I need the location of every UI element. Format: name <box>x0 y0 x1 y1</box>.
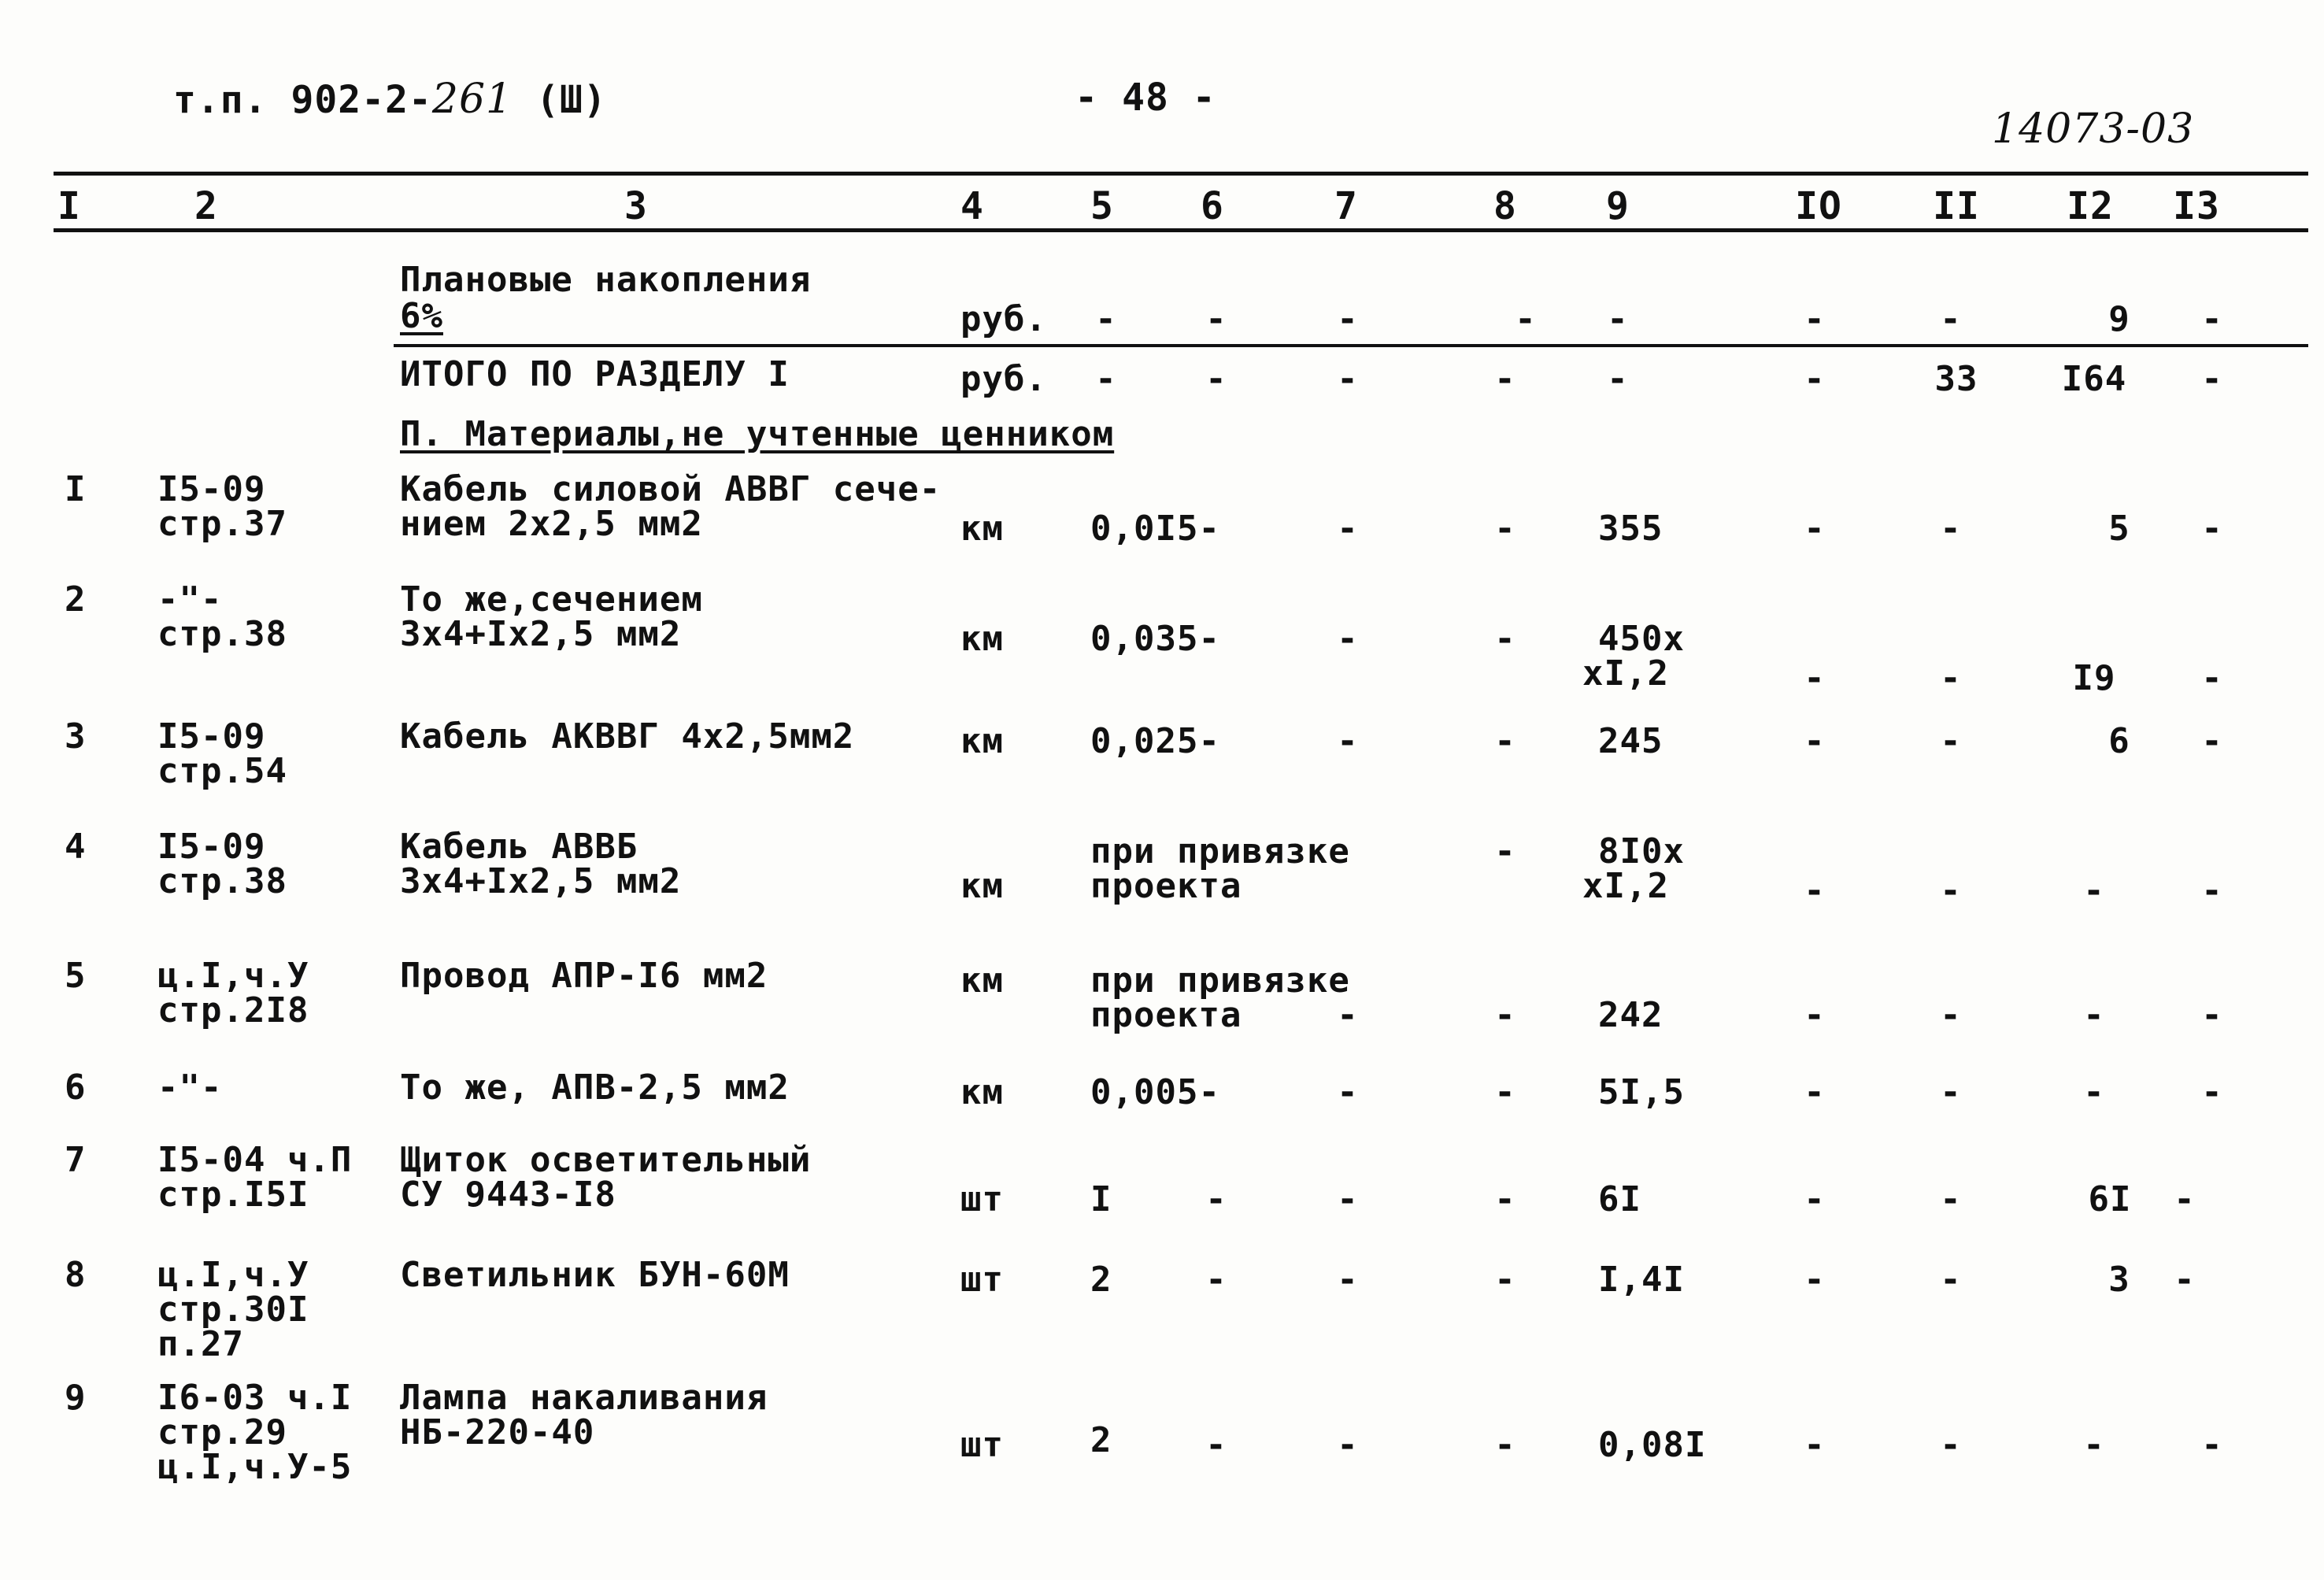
row-name: Провод АПР-I6 мм2 <box>400 956 768 996</box>
row-name: 3х4+Iх2,5 мм2 <box>400 861 682 901</box>
page-number: - 48 - <box>1075 76 1216 120</box>
planned-col11: - <box>1940 299 1962 339</box>
header-rule <box>54 228 2308 232</box>
row-col10: - <box>1804 721 1826 761</box>
row-unit: км <box>960 1072 1004 1112</box>
row-col8: - <box>1494 1260 1516 1300</box>
subtotal-rule <box>394 344 2308 347</box>
row-quantity: I <box>1090 1179 1112 1219</box>
row-name: 3х4+Iх2,5 мм2 <box>400 614 682 654</box>
row-price: 0,08I <box>1598 1425 1707 1465</box>
row-number: 4 <box>65 827 87 867</box>
row-col11: - <box>1940 658 1962 698</box>
row-unit: км <box>960 960 1004 1001</box>
row-col8: - <box>1494 721 1516 761</box>
row-number: 8 <box>65 1255 87 1295</box>
row-col12: 6I <box>2088 1179 2132 1219</box>
row-col12: 6 <box>2108 721 2130 761</box>
row-col7: - <box>1337 509 1359 549</box>
row-name: Кабель силовой АВВГ сече- <box>400 469 942 509</box>
row-ref: ц.I,ч.У-5 <box>157 1447 353 1487</box>
row-price: 242 <box>1598 995 1663 1035</box>
section-title: П. Материалы,не учтенные ценником <box>400 414 1115 454</box>
total-unit: руб. <box>960 359 1047 399</box>
row-name: Светильник БУН-60М <box>400 1255 790 1295</box>
col-header-4: 4 <box>960 184 984 228</box>
row-ref: ц.I,ч.У <box>157 1255 309 1295</box>
row-col12: - <box>2083 995 2105 1035</box>
row-number: 7 <box>65 1140 87 1180</box>
total-col6: - <box>1205 359 1227 399</box>
planned-col5: - <box>1095 299 1117 339</box>
total-col5: - <box>1095 359 1117 399</box>
row-ref: стр.29 <box>157 1412 287 1452</box>
row-col13: - <box>2201 509 2223 549</box>
row-col12: - <box>2083 1425 2105 1465</box>
row-ref: стр.38 <box>157 614 287 654</box>
row-unit: км <box>960 619 1004 659</box>
planned-col12: 9 <box>2108 299 2130 339</box>
row-col8: - <box>1494 1072 1516 1112</box>
total-col11: 33 <box>1934 359 1978 399</box>
row-price: 6I <box>1598 1179 1641 1219</box>
row-col10: - <box>1804 658 1826 698</box>
row-col7: - <box>1337 721 1359 761</box>
row-col12: 3 <box>2108 1260 2130 1300</box>
total-col10: - <box>1804 359 1826 399</box>
row-col10: - <box>1804 509 1826 549</box>
total-name: ИТОГО ПО РАЗДЕЛУ I <box>400 354 790 394</box>
row-ref: I6-03 ч.I <box>157 1378 353 1418</box>
row-col13: - <box>2201 995 2223 1035</box>
row-col10: - <box>1804 1179 1826 1219</box>
row-col7: - <box>1337 1072 1359 1112</box>
row-price: хI,2 <box>1582 653 1669 694</box>
row-col8: - <box>1494 509 1516 549</box>
row-quantity-note: при привязке <box>1090 960 1350 1001</box>
row-number: 6 <box>65 1068 87 1108</box>
row-col8: - <box>1494 831 1516 871</box>
row-col12: - <box>2083 871 2105 911</box>
planned-col10: - <box>1804 299 1826 339</box>
row-col7: - <box>1337 1425 1359 1465</box>
row-ref: -"- <box>157 1068 223 1108</box>
row-col10: - <box>1804 871 1826 911</box>
total-col8: - <box>1494 359 1516 399</box>
row-quantity: 0,035- <box>1090 619 1220 659</box>
planned-col13: - <box>2201 299 2223 339</box>
row-price: 5I,5 <box>1598 1072 1685 1112</box>
total-col13: - <box>2201 359 2223 399</box>
row-quantity-note: при привязке <box>1090 831 1350 871</box>
planned-percent: 6% <box>400 296 443 336</box>
total-col7: - <box>1337 359 1359 399</box>
top-rule <box>54 172 2308 176</box>
planned-col9: - <box>1607 299 1629 339</box>
col-header-6: 6 <box>1201 184 1224 228</box>
row-ref: I5-09 <box>157 469 266 509</box>
row-unit: шт <box>960 1179 1004 1219</box>
row-col13: - <box>2201 658 2223 698</box>
row-col13: - <box>2174 1179 2196 1219</box>
row-ref: I5-09 <box>157 827 266 867</box>
col-header-5: 5 <box>1090 184 1114 228</box>
row-price: 245 <box>1598 721 1663 761</box>
col-header-13: I3 <box>2173 184 2220 228</box>
row-col10: - <box>1804 1260 1826 1300</box>
row-col11: - <box>1940 1260 1962 1300</box>
row-col12: - <box>2083 1072 2105 1112</box>
col-header-7: 7 <box>1334 184 1358 228</box>
row-col10: - <box>1804 1072 1826 1112</box>
row-ref: стр.54 <box>157 751 287 791</box>
row-col10: - <box>1804 1425 1826 1465</box>
row-col6: - <box>1205 1260 1227 1300</box>
row-ref: стр.37 <box>157 504 287 544</box>
row-quantity: 2 <box>1090 1420 1112 1460</box>
row-col8: - <box>1494 995 1516 1035</box>
col-header-9: 9 <box>1606 184 1630 228</box>
row-unit: км <box>960 866 1004 906</box>
row-col7: - <box>1337 1179 1359 1219</box>
row-unit: шт <box>960 1260 1004 1300</box>
row-quantity-note: проекта <box>1090 995 1242 1035</box>
col-header-2: 2 <box>194 184 218 228</box>
row-col11: - <box>1940 509 1962 549</box>
row-col11: - <box>1940 1179 1962 1219</box>
row-col6: - <box>1205 1179 1227 1219</box>
row-ref: стр.30I <box>157 1290 309 1330</box>
row-col13: - <box>2201 871 2223 911</box>
row-quantity: 2 <box>1090 1260 1112 1300</box>
row-number: 2 <box>65 579 87 620</box>
row-col7: - <box>1337 619 1359 659</box>
row-ref: ц.I,ч.У <box>157 956 309 996</box>
row-price: хI,2 <box>1582 866 1669 906</box>
row-price: 8I0х <box>1598 831 1685 871</box>
row-price: 450х <box>1598 619 1685 659</box>
row-number: I <box>65 469 87 509</box>
row-col8: - <box>1494 1425 1516 1465</box>
doc-number: 261 <box>431 76 513 123</box>
archive-number: 14073-03 <box>1992 105 2195 153</box>
row-col13: - <box>2201 721 2223 761</box>
row-name: Кабель АВВБ <box>400 827 638 867</box>
doc-code <box>173 76 607 123</box>
row-col6: - <box>1205 1425 1227 1465</box>
planned-unit: руб. <box>960 299 1047 339</box>
row-price: I,4I <box>1598 1260 1685 1300</box>
col-header-10: IO <box>1795 184 1842 228</box>
row-quantity: 0,0I5- <box>1090 509 1220 549</box>
row-name: НБ-220-40 <box>400 1412 595 1452</box>
row-number: 9 <box>65 1378 87 1418</box>
row-col7: - <box>1337 1260 1359 1300</box>
col-header-8: 8 <box>1493 184 1517 228</box>
row-ref: стр.2I8 <box>157 990 309 1031</box>
row-col13: - <box>2201 1425 2223 1465</box>
row-col8: - <box>1494 1179 1516 1219</box>
row-ref: I5-04 ч.П <box>157 1140 353 1180</box>
row-col7: - <box>1337 995 1359 1035</box>
planned-col7: - <box>1337 299 1359 339</box>
row-quantity-note: проекта <box>1090 866 1242 906</box>
doc-prefix: т.п. 902-2- <box>173 78 432 122</box>
row-unit: шт <box>960 1425 1004 1465</box>
row-name: нием 2х2,5 мм2 <box>400 504 703 544</box>
planned-name: Плановые накопления <box>400 260 812 300</box>
row-name: То же, АПВ-2,5 мм2 <box>400 1068 790 1108</box>
row-name: Лампа накаливания <box>400 1378 768 1418</box>
row-col11: - <box>1940 871 1962 911</box>
row-ref: стр.I5I <box>157 1175 309 1215</box>
row-col11: - <box>1940 721 1962 761</box>
row-number: 5 <box>65 956 87 996</box>
planned-col8: - <box>1515 299 1537 339</box>
row-ref: стр.38 <box>157 861 287 901</box>
row-price: 355 <box>1598 509 1663 549</box>
planned-col6: - <box>1205 299 1227 339</box>
col-header-12: I2 <box>2067 184 2114 228</box>
row-number: 3 <box>65 716 87 757</box>
row-name: То же,сечением <box>400 579 703 620</box>
col-header-11: II <box>1933 184 1980 228</box>
row-col13: - <box>2201 1072 2223 1112</box>
row-ref: п.27 <box>157 1324 244 1364</box>
row-ref: I5-09 <box>157 716 266 757</box>
col-header-1: I <box>57 184 81 228</box>
row-col10: - <box>1804 995 1826 1035</box>
total-col9: - <box>1607 359 1629 399</box>
row-col11: - <box>1940 1425 1962 1465</box>
row-name: Кабель АКВВГ 4х2,5мм2 <box>400 716 855 757</box>
row-col11: - <box>1940 995 1962 1035</box>
row-name: Щиток осветительный <box>400 1140 812 1180</box>
col-header-3: 3 <box>624 184 648 228</box>
row-name: СУ 9443-I8 <box>400 1175 616 1215</box>
row-col13: - <box>2174 1260 2196 1300</box>
row-col8: - <box>1494 619 1516 659</box>
total-col12: I64 <box>2061 359 2127 399</box>
row-col12: 5 <box>2108 509 2130 549</box>
doc-suffix: (Ш) <box>536 78 607 122</box>
row-col11: - <box>1940 1072 1962 1112</box>
row-unit: км <box>960 509 1004 549</box>
row-unit: км <box>960 721 1004 761</box>
row-ref: -"- <box>157 579 223 620</box>
row-quantity: 0,025- <box>1090 721 1220 761</box>
row-col12: I9 <box>2072 658 2116 698</box>
row-quantity: 0,005- <box>1090 1072 1220 1112</box>
